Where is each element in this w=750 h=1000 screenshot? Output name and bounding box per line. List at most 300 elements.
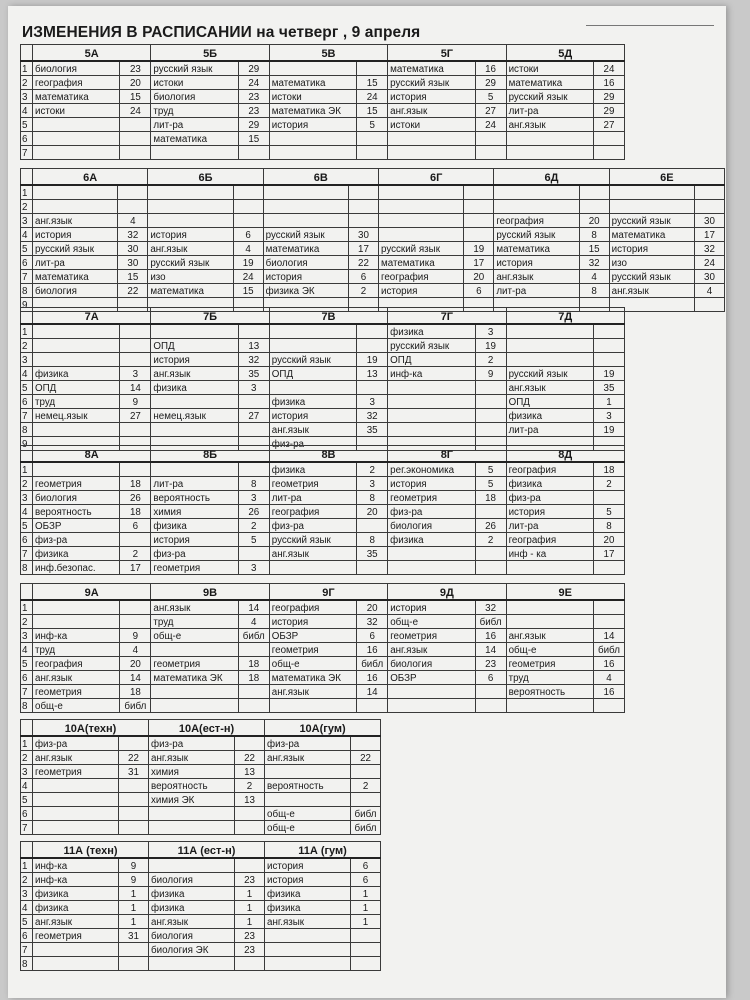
subject-cell: история [378, 284, 463, 298]
subject-cell: русский язык [269, 533, 356, 547]
subject-cell: география [506, 533, 593, 547]
subject-cell: география [269, 600, 356, 615]
subject-cell [151, 685, 238, 699]
subject-cell: анг.язык [149, 915, 235, 929]
room-cell: 18 [475, 491, 506, 505]
subject-cell [33, 200, 118, 214]
class-header: 7Г [388, 308, 506, 325]
class-header: 9А [33, 584, 151, 601]
room-cell: 15 [238, 132, 269, 146]
room-cell: 19 [233, 256, 263, 270]
class-header: 6В [263, 169, 378, 186]
room-cell [464, 228, 494, 242]
subject-cell [269, 61, 356, 76]
room-cell: 9 [120, 629, 151, 643]
subject-cell: геометрия [151, 657, 238, 671]
room-cell [351, 765, 381, 779]
room-cell [238, 423, 269, 437]
room-cell: 17 [348, 242, 378, 256]
room-cell: 19 [475, 339, 506, 353]
room-cell [120, 118, 151, 132]
subject-cell: немец.язык [151, 409, 238, 423]
subject-cell: вероятность [506, 685, 593, 699]
room-cell: 5 [593, 505, 624, 519]
subject-cell: история [33, 228, 118, 242]
subject-cell [33, 600, 120, 615]
header-corner [21, 720, 33, 737]
lesson-row [21, 943, 381, 957]
room-cell: 26 [475, 519, 506, 533]
room-cell: 4 [593, 671, 624, 685]
lesson-row [21, 547, 625, 561]
lesson-number: 1 [21, 61, 33, 76]
subject-cell: анг.язык [33, 751, 119, 765]
lesson-row [21, 477, 625, 491]
room-cell: 1 [351, 901, 381, 915]
subject-cell: математика [378, 256, 463, 270]
room-cell [238, 395, 269, 409]
room-cell: 15 [579, 242, 609, 256]
room-cell: 6 [348, 270, 378, 284]
room-cell: 18 [120, 685, 151, 699]
lesson-row [21, 821, 381, 835]
subject-cell: анг.язык [33, 671, 120, 685]
room-cell: 23 [235, 873, 265, 887]
header-corner [21, 446, 33, 463]
header-corner [21, 842, 33, 859]
lesson-row [21, 505, 625, 519]
class-header: 8А [33, 446, 151, 463]
subject-cell [33, 943, 119, 957]
room-cell: 1 [351, 887, 381, 901]
lesson-number: 4 [21, 367, 33, 381]
subject-cell [388, 699, 475, 713]
subject-cell: лит-ра [506, 519, 593, 533]
subject-cell: русский язык [148, 256, 233, 270]
class-header: 6Д [494, 169, 609, 186]
subject-cell: география [33, 657, 120, 671]
subject-cell [506, 339, 593, 353]
room-cell: библ [120, 699, 151, 713]
subject-cell: математика [148, 284, 233, 298]
room-cell: 18 [238, 671, 269, 685]
room-cell: 19 [357, 353, 388, 367]
subject-cell [269, 132, 356, 146]
subject-cell: анг.язык [151, 600, 238, 615]
lesson-number: 8 [21, 284, 33, 298]
room-cell [593, 132, 624, 146]
subject-cell: вероятность [265, 779, 351, 793]
room-cell: 18 [120, 477, 151, 491]
room-cell: 6 [351, 873, 381, 887]
subject-cell [388, 395, 475, 409]
room-cell [120, 615, 151, 629]
room-cell: 31 [119, 929, 149, 943]
lesson-number: 6 [21, 395, 33, 409]
class-header: 9Г [269, 584, 387, 601]
room-cell: библ [238, 629, 269, 643]
room-cell: 24 [120, 104, 151, 118]
lesson-row [21, 284, 725, 298]
lesson-row [21, 104, 625, 118]
subject-cell: изо [148, 270, 233, 284]
room-cell: 2 [357, 462, 388, 477]
room-cell [238, 324, 269, 339]
subject-cell: история [151, 533, 238, 547]
room-cell: 20 [593, 533, 624, 547]
room-cell [694, 298, 724, 312]
class-header: 7Д [506, 308, 624, 325]
room-cell [357, 324, 388, 339]
subject-cell [269, 699, 356, 713]
class-header-row [21, 308, 625, 325]
lesson-row [21, 957, 381, 971]
lesson-number: 9 [21, 437, 33, 451]
room-cell [235, 858, 265, 873]
header-corner [21, 45, 33, 62]
schedule-sheet [8, 6, 726, 998]
class-header: 6Г [378, 169, 493, 186]
subject-cell: история [388, 90, 475, 104]
subject-cell [388, 409, 475, 423]
subject-cell [33, 185, 118, 200]
room-cell: 24 [233, 270, 263, 284]
subject-cell: лит-ра [151, 118, 238, 132]
room-cell: 3 [120, 367, 151, 381]
room-cell [579, 200, 609, 214]
subject-cell [378, 214, 463, 228]
room-cell: 16 [593, 657, 624, 671]
room-cell [119, 807, 149, 821]
room-cell [593, 615, 624, 629]
room-cell: 22 [235, 751, 265, 765]
subject-cell [33, 118, 120, 132]
room-cell: 14 [593, 629, 624, 643]
room-cell [475, 409, 506, 423]
subject-cell: рег.экономика [388, 462, 475, 477]
room-cell: 13 [235, 793, 265, 807]
lesson-number: 1 [21, 600, 33, 615]
lesson-number: 9 [21, 298, 33, 312]
room-cell: 23 [238, 104, 269, 118]
subject-cell [265, 793, 351, 807]
lesson-number: 8 [21, 699, 33, 713]
room-cell [357, 146, 388, 160]
room-cell [357, 699, 388, 713]
lesson-number: 7 [21, 547, 33, 561]
subject-cell [33, 821, 119, 835]
subject-cell [149, 957, 235, 971]
room-cell [464, 200, 494, 214]
subject-cell: труд [33, 395, 120, 409]
room-cell [694, 200, 724, 214]
subject-cell: физика [149, 901, 235, 915]
subject-cell: физ-ра [149, 736, 235, 751]
room-cell: 2 [351, 779, 381, 793]
subject-cell: изо [609, 256, 694, 270]
subject-cell: биология [33, 491, 120, 505]
subject-cell: биология [151, 90, 238, 104]
subject-cell: геометрия [269, 477, 356, 491]
class-header: 7А [33, 308, 151, 325]
lesson-row [21, 765, 381, 779]
subject-cell [33, 339, 120, 353]
lesson-row [21, 270, 725, 284]
lesson-row [21, 146, 625, 160]
subject-cell: русский язык [494, 228, 579, 242]
class-header: 10А(ест-н) [149, 720, 265, 737]
lesson-number: 1 [21, 185, 33, 200]
room-cell: библ [357, 657, 388, 671]
room-cell [475, 381, 506, 395]
page-title: ИЗМЕНЕНИЯ В РАСПИСАНИИ на четверг , 9 апреля [22, 24, 421, 41]
room-cell [235, 957, 265, 971]
subject-cell [148, 185, 233, 200]
lesson-row [21, 533, 625, 547]
lesson-number: 1 [21, 736, 33, 751]
room-cell [357, 339, 388, 353]
subject-cell: геометрия [269, 643, 356, 657]
subject-cell: биология ЭК [149, 943, 235, 957]
subject-cell: биология [149, 929, 235, 943]
subject-cell: русский язык [506, 90, 593, 104]
room-cell [475, 685, 506, 699]
subject-cell: математика [263, 242, 348, 256]
subject-cell [33, 807, 119, 821]
room-cell [120, 533, 151, 547]
room-cell: 22 [118, 284, 148, 298]
subject-cell: геометрия [33, 685, 120, 699]
subject-cell: история [265, 858, 351, 873]
room-cell [238, 547, 269, 561]
room-cell: 8 [579, 228, 609, 242]
room-cell: 17 [694, 228, 724, 242]
subject-cell: химия [149, 765, 235, 779]
subject-cell: физика [33, 367, 120, 381]
subject-cell: биология [33, 61, 120, 76]
subject-cell: общ-е [269, 657, 356, 671]
subject-cell: анг.язык [265, 751, 351, 765]
lesson-row [21, 381, 625, 395]
room-cell [593, 339, 624, 353]
subject-cell: инф - ка [506, 547, 593, 561]
room-cell [579, 185, 609, 200]
grade-11-table [20, 841, 381, 971]
room-cell: 14 [238, 600, 269, 615]
room-cell: 17 [120, 561, 151, 575]
lesson-number: 3 [21, 90, 33, 104]
lesson-number: 4 [21, 104, 33, 118]
room-cell [120, 353, 151, 367]
lesson-row [21, 409, 625, 423]
room-cell: 22 [351, 751, 381, 765]
class-header-row [21, 842, 381, 859]
subject-cell: вероятность [149, 779, 235, 793]
lesson-row [21, 615, 625, 629]
room-cell [593, 699, 624, 713]
room-cell [119, 957, 149, 971]
subject-cell: история [151, 353, 238, 367]
room-cell: 2 [238, 519, 269, 533]
room-cell: 16 [593, 76, 624, 90]
subject-cell [494, 200, 579, 214]
subject-cell: лит-ра [506, 104, 593, 118]
subject-cell: физика [265, 887, 351, 901]
room-cell: библ [351, 807, 381, 821]
room-cell [593, 600, 624, 615]
class-header: 8Б [151, 446, 269, 463]
room-cell: 35 [357, 547, 388, 561]
subject-cell: биология [388, 519, 475, 533]
room-cell: 9 [475, 367, 506, 381]
class-header: 6Е [609, 169, 724, 186]
class-header: 8Г [388, 446, 506, 463]
room-cell: 1 [235, 915, 265, 929]
room-cell [357, 381, 388, 395]
subject-cell [609, 185, 694, 200]
subject-cell: ОПД [33, 381, 120, 395]
subject-cell [149, 821, 235, 835]
room-cell: 27 [475, 104, 506, 118]
room-cell [475, 423, 506, 437]
room-cell: 16 [475, 629, 506, 643]
class-header: 5Г [388, 45, 506, 62]
room-cell: 20 [120, 657, 151, 671]
header-corner [21, 584, 33, 601]
subject-cell: анг.язык [388, 643, 475, 657]
subject-cell [265, 765, 351, 779]
room-cell: 29 [238, 61, 269, 76]
room-cell: 35 [238, 367, 269, 381]
subject-cell: лит-ра [269, 491, 356, 505]
room-cell: 27 [238, 409, 269, 423]
lesson-number: 8 [21, 423, 33, 437]
room-cell [235, 821, 265, 835]
subject-cell: труд [506, 671, 593, 685]
room-cell: 32 [694, 242, 724, 256]
subject-cell: ОПД [269, 367, 356, 381]
subject-cell [506, 561, 593, 575]
room-cell: 29 [593, 90, 624, 104]
subject-cell: анг.язык [149, 751, 235, 765]
lesson-row [21, 657, 625, 671]
subject-cell: история [388, 600, 475, 615]
room-cell [120, 324, 151, 339]
room-cell: 15 [233, 284, 263, 298]
room-cell [119, 779, 149, 793]
room-cell: 6 [233, 228, 263, 242]
subject-cell: лит-ра [506, 423, 593, 437]
subject-cell: география [494, 214, 579, 228]
class-header: 8Д [506, 446, 624, 463]
subject-cell: физика [269, 395, 356, 409]
room-cell: 27 [120, 409, 151, 423]
room-cell [357, 132, 388, 146]
class-header: 9Е [506, 584, 624, 601]
subject-cell [33, 423, 120, 437]
room-cell [475, 146, 506, 160]
room-cell: 19 [593, 367, 624, 381]
room-cell: 30 [694, 214, 724, 228]
room-cell: 29 [593, 104, 624, 118]
room-cell [238, 462, 269, 477]
lesson-number: 2 [21, 339, 33, 353]
subject-cell [33, 779, 119, 793]
subject-cell [506, 353, 593, 367]
subject-cell: русский язык [609, 214, 694, 228]
room-cell [120, 423, 151, 437]
subject-cell: русский язык [33, 242, 118, 256]
lesson-number: 4 [21, 901, 33, 915]
room-cell: 32 [238, 353, 269, 367]
subject-cell [151, 643, 238, 657]
subject-cell: физ-ра [265, 736, 351, 751]
subject-cell: биология [388, 657, 475, 671]
lesson-row [21, 353, 625, 367]
subject-cell [263, 185, 348, 200]
lesson-number: 2 [21, 200, 33, 214]
room-cell: 35 [357, 423, 388, 437]
class-header: 7В [269, 308, 387, 325]
subject-cell [263, 214, 348, 228]
subject-cell: ОБЗР [33, 519, 120, 533]
lesson-number: 8 [21, 561, 33, 575]
room-cell: 6 [475, 671, 506, 685]
room-cell: 4 [579, 270, 609, 284]
room-cell [351, 929, 381, 943]
subject-cell: история [265, 873, 351, 887]
room-cell: 9 [120, 395, 151, 409]
class-header: 11А (гум) [265, 842, 381, 859]
room-cell [475, 547, 506, 561]
subject-cell [151, 423, 238, 437]
room-cell: 30 [118, 242, 148, 256]
room-cell: 16 [475, 61, 506, 76]
room-cell: 8 [238, 477, 269, 491]
lesson-number: 3 [21, 353, 33, 367]
room-cell [475, 561, 506, 575]
subject-cell: физ-ра [506, 491, 593, 505]
lesson-row [21, 90, 625, 104]
lesson-row [21, 132, 625, 146]
subject-cell [33, 615, 120, 629]
lesson-row [21, 228, 725, 242]
lesson-number: 2 [21, 615, 33, 629]
subject-cell: геометрия [388, 491, 475, 505]
subject-cell: русский язык [263, 228, 348, 242]
room-cell [357, 561, 388, 575]
room-cell: 6 [120, 519, 151, 533]
room-cell: 30 [694, 270, 724, 284]
header-corner [21, 169, 33, 186]
room-cell: 20 [120, 76, 151, 90]
lesson-row [21, 395, 625, 409]
room-cell: 24 [593, 61, 624, 76]
room-cell [593, 561, 624, 575]
subject-cell: лит-ра [33, 256, 118, 270]
subject-cell [269, 146, 356, 160]
lesson-row [21, 561, 625, 575]
lesson-number: 3 [21, 887, 33, 901]
subject-cell: русский язык [388, 339, 475, 353]
subject-cell: ОПД [388, 353, 475, 367]
lesson-number: 2 [21, 873, 33, 887]
room-cell: 9 [119, 858, 149, 873]
room-cell [119, 821, 149, 835]
lesson-row [21, 214, 725, 228]
room-cell: 6 [464, 284, 494, 298]
room-cell: 4 [120, 643, 151, 657]
